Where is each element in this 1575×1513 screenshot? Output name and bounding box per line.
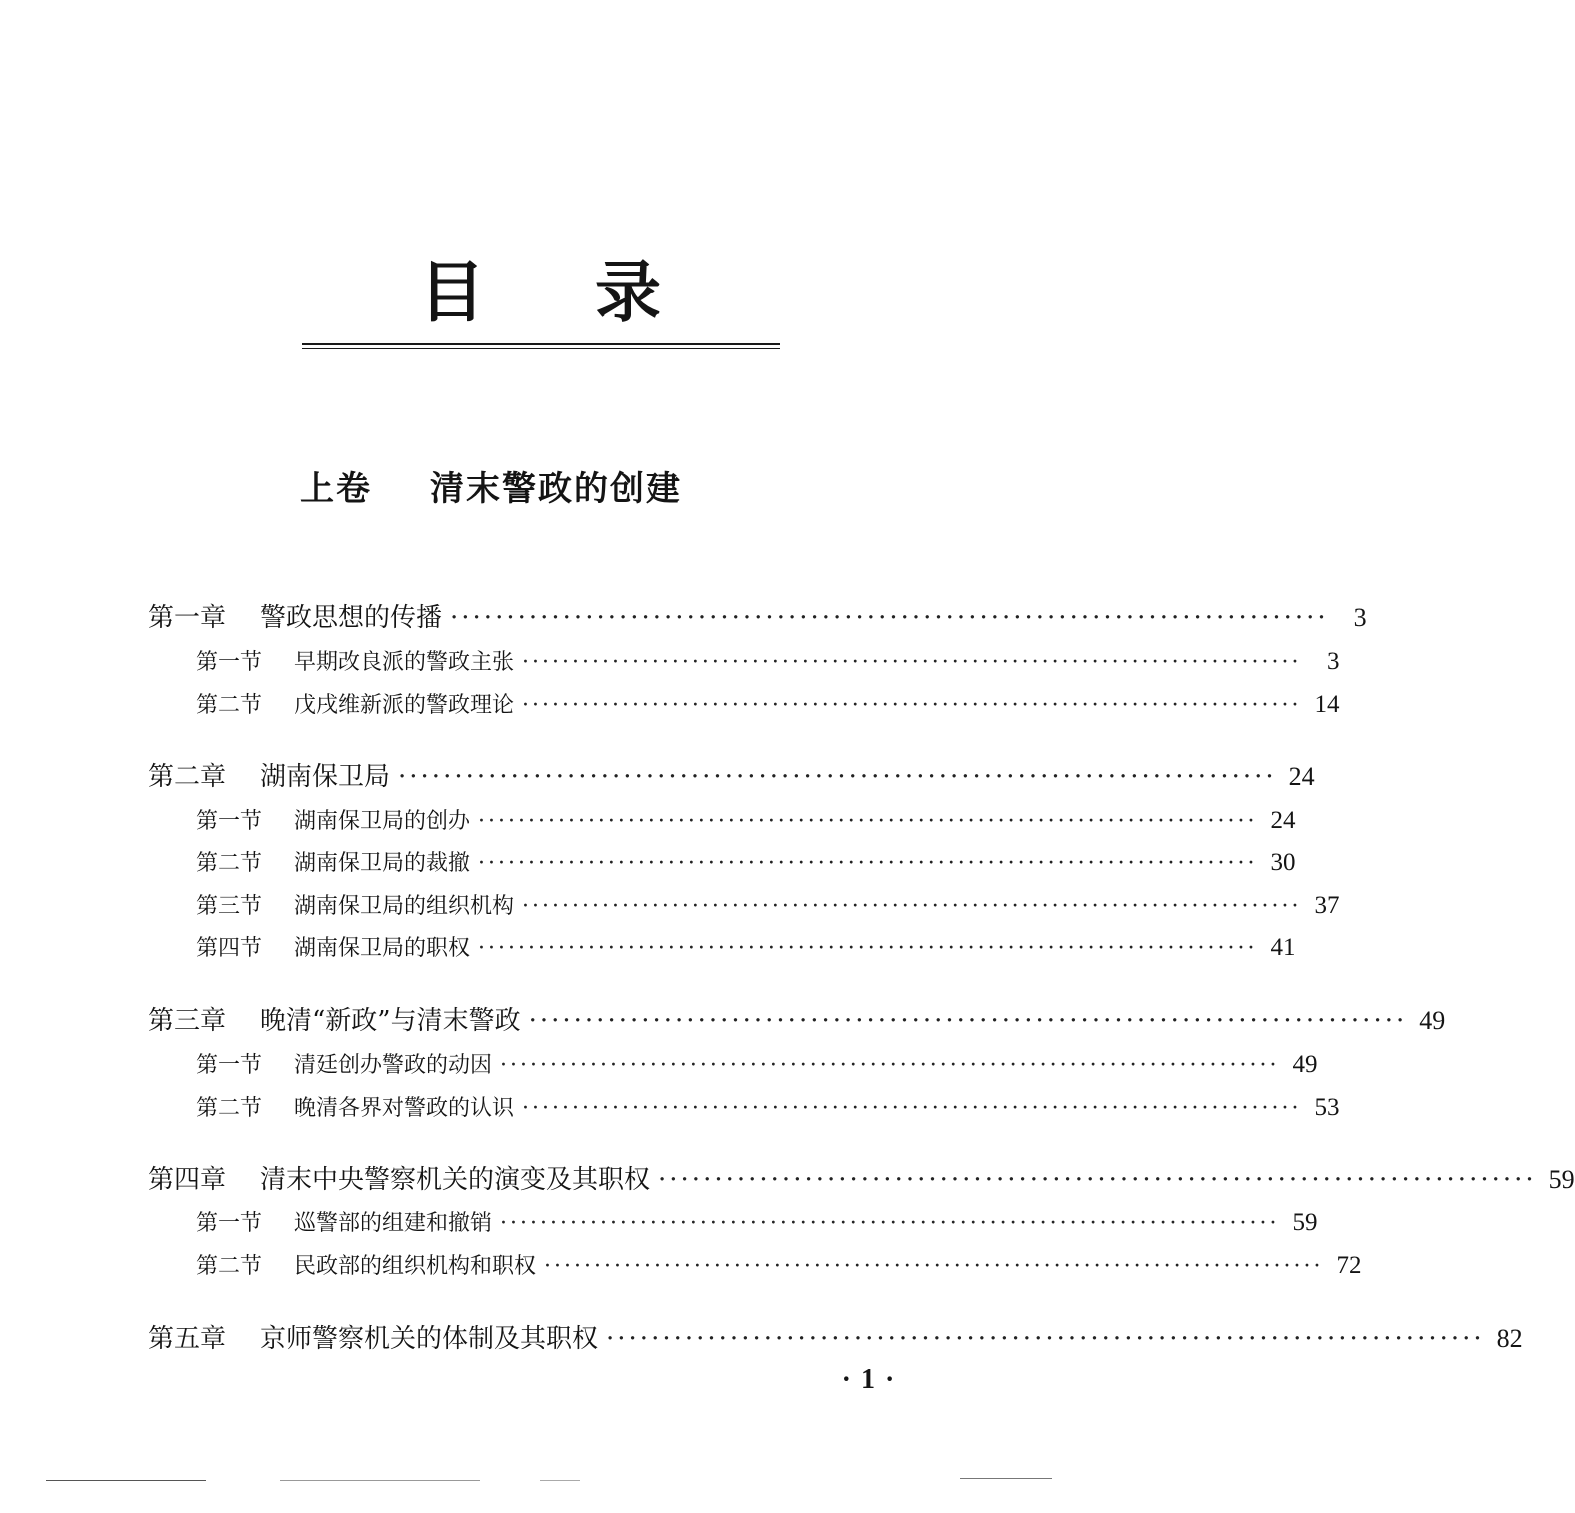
entry-label: 第三章 <box>148 1006 227 1036</box>
scan-artifact-line <box>960 1478 1052 1479</box>
dot-leader: ·············································································· <box>398 762 1277 792</box>
entry-label: 第一节 <box>196 650 263 675</box>
dot-leader: ·············································································· <box>528 1006 1408 1036</box>
entry-title: 清末中央警察机关的演变及其职权 <box>260 1165 651 1195</box>
toc-entry-section-4-2[interactable] <box>196 1249 1362 1280</box>
scan-artifact-line <box>540 1480 580 1481</box>
entry-label: 第二章 <box>148 762 227 792</box>
scan-artifact-line <box>46 1480 206 1481</box>
entry-title: 湖南保卫局的组织机构 <box>294 894 515 919</box>
toc-entry-section-1-2[interactable] <box>196 688 1340 719</box>
entry-label: 第二节 <box>196 1096 263 1121</box>
entry-title: 京师警察机关的体制及其职权 <box>260 1324 599 1354</box>
volume-number: 上卷 <box>300 468 372 509</box>
dot-leader: ·············································································· <box>478 851 1258 876</box>
toc-entry-chapter-1[interactable] <box>148 597 1367 634</box>
dot-leader: ·············································································· <box>500 1211 1280 1236</box>
entry-label: 第五章 <box>148 1324 227 1354</box>
page-number-footer: ·1· <box>841 1364 905 1395</box>
entry-page-number: 59 <box>1548 1165 1575 1194</box>
toc-entry-section-3-2[interactable] <box>196 1091 1340 1122</box>
entry-title: 湖南保卫局的裁撤 <box>294 851 471 876</box>
toc-entry-section-2-2[interactable] <box>196 846 1296 877</box>
entry-label: 第二节 <box>196 1254 263 1279</box>
entry-title: 清廷创办警政的动因 <box>294 1053 493 1078</box>
entry-label: 第四节 <box>196 936 263 961</box>
toc-entry-section-1-1[interactable] <box>196 645 1340 676</box>
entry-title: 民政部的组织机构和职权 <box>294 1254 537 1279</box>
dot-leader: ·············································································· <box>478 809 1258 834</box>
dot-leader: ·············································································· <box>450 603 1329 633</box>
entry-title: 早期改良派的警政主张 <box>294 650 515 675</box>
volume-heading <box>300 460 800 510</box>
toc-entry-section-3-1[interactable] <box>196 1048 1318 1079</box>
dot-leader: ·············································································· <box>478 936 1258 961</box>
entry-label: 第一节 <box>196 1211 263 1236</box>
entry-page-number: 3 <box>1353 603 1367 632</box>
dot-leader: ·············································································· <box>522 693 1302 718</box>
dot-leader: ·············································································· <box>658 1165 1537 1195</box>
dot-leader: ·············································································· <box>522 650 1302 675</box>
entry-page-number: 37 <box>1314 892 1340 919</box>
title-underline <box>302 343 780 345</box>
entry-title: 湖南保卫局的职权 <box>294 936 471 961</box>
entry-label: 第二节 <box>196 851 263 876</box>
entry-title: 巡警部的组建和撤销 <box>294 1211 493 1236</box>
toc-entry-chapter-2[interactable] <box>148 756 1315 793</box>
entry-label: 第一节 <box>196 809 263 834</box>
entry-page-number: 49 <box>1292 1051 1318 1078</box>
entry-title: 警政思想的传播 <box>260 603 443 633</box>
entry-label: 第四章 <box>148 1165 227 1195</box>
entry-title: 晚清“新政”与清末警政 <box>260 1006 521 1036</box>
page-title-char-1: 目 <box>419 253 485 331</box>
toc-entry-section-2-3[interactable] <box>196 889 1340 920</box>
dot-leader: ·············································································· <box>500 1053 1280 1078</box>
page-title <box>300 252 780 332</box>
scan-artifact-line <box>280 1480 480 1481</box>
entry-page-number: 72 <box>1336 1252 1362 1279</box>
dot-leader: ·············································································· <box>544 1254 1324 1279</box>
dot-leader: ·············································································· <box>522 1096 1302 1121</box>
entry-label: 第一章 <box>148 603 227 633</box>
dot-leader: ·············································································· <box>522 894 1302 919</box>
entry-page-number: 24 <box>1270 807 1296 834</box>
entry-page-number: 14 <box>1314 691 1340 718</box>
entry-page-number: 3 <box>1326 648 1340 675</box>
entry-label: 第一节 <box>196 1053 263 1078</box>
entry-title: 湖南保卫局的创办 <box>294 809 471 834</box>
entry-page-number: 49 <box>1419 1006 1446 1035</box>
toc-entry-section-4-1[interactable] <box>196 1206 1318 1237</box>
page-title-char-2: 录 <box>595 253 661 331</box>
entry-title: 晚清各界对警政的认识 <box>294 1096 515 1121</box>
entry-label: 第三节 <box>196 894 263 919</box>
dot-leader: ·············································································· <box>606 1324 1485 1354</box>
entry-page-number: 59 <box>1292 1209 1318 1236</box>
entry-label: 第二节 <box>196 693 263 718</box>
title-underline-thin <box>302 348 780 349</box>
volume-name: 清末警政的创建 <box>430 468 682 509</box>
toc-entry-section-2-4[interactable] <box>196 931 1296 962</box>
toc-entry-chapter-4[interactable] <box>148 1159 1575 1196</box>
toc-entry-chapter-3[interactable] <box>148 1000 1446 1037</box>
toc-entry-chapter-5[interactable] <box>148 1318 1523 1355</box>
entry-page-number: 41 <box>1270 934 1296 961</box>
entry-title: 戊戌维新派的警政理论 <box>294 693 515 718</box>
entry-title: 湖南保卫局 <box>260 762 391 792</box>
entry-page-number: 30 <box>1270 849 1296 876</box>
entry-page-number: 53 <box>1314 1094 1340 1121</box>
entry-page-number: 82 <box>1496 1324 1523 1353</box>
entry-page-number: 24 <box>1288 762 1315 791</box>
toc-entry-section-2-1[interactable] <box>196 804 1296 835</box>
